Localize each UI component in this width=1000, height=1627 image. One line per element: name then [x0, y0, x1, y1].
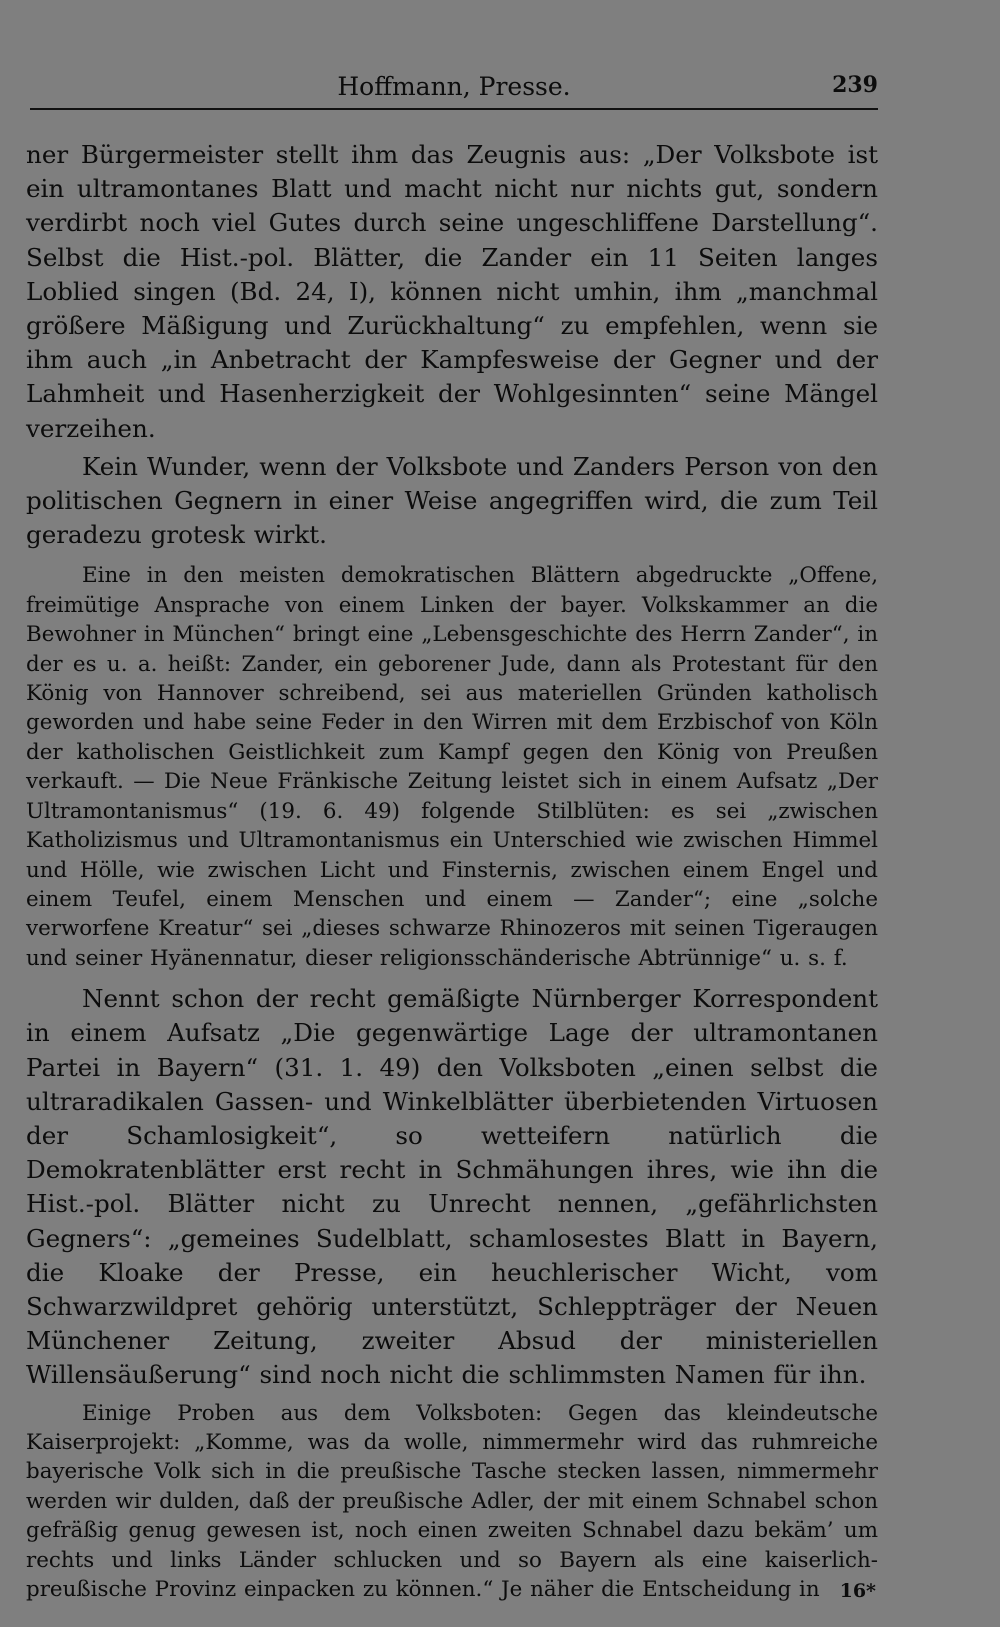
header-rule	[30, 108, 878, 110]
paragraph-3-small-print: Eine in den meisten demokratischen Blättern abgedruckte „Offene, freimütige Ansprache von einem Linken der bayer. Volkskammer an die Bewohner in München“ bringt eine „Lebensgeschichte des Herrn Zander“, in der es u. a. heißt: Zander, ein geborener Jude, dann als Protestant für den König von Hannover schreibend, sei aus materiellen Gründen katholisch geworden und habe seine Feder in den Wirren mit dem Erzbischof von Köln der katholischen Geistlichkeit zum Kampf gegen den König von Preußen verkauft. — Die Neue Fränkische Zeitung leistet sich in einem Aufsatz „Der Ultramontanismus“ (19. 6. 49) folgende Stilblüten: es sei „zwischen Katholizismus und Ultramontanismus ein Unterschied wie zwischen Himmel und Hölle, wie zwischen Licht und Finsternis, zwischen einem Engel und einem Teufel, einem Menschen und einem — Zander“; eine „solche verworfene Kreatur“ sei „dieses schwarze Rhinozeros mit seinen Tigeraugen und seiner Hyänennatur, dieser religionsschänderische Abtrünnige“ u. s. f.	[26, 563, 878, 971]
paragraph-2: Kein Wunder, wenn der Volksbote und Zanders Person von den politischen Gegnern in einer Weise angegriffen wird, die zum Teil geradezu grotesk wirkt.	[26, 451, 878, 550]
page-header	[30, 64, 878, 104]
signature-mark: 16*	[839, 1580, 876, 1602]
paragraph-5-small-print: Einige Proben aus dem Volksboten: Gegen das kleindeutsche Kaiserprojekt: „Komme, was da wolle, nimmermehr wird das ruhmreiche bayerische Volk sich in die preußische Tasche stecken lassen, nimmermehr werden wir dulden, daß der preußische Adler, der mit einem Schnabel schon gefräßig genug gewesen ist, noch einen zweiten Schnabel dazu bekäm’ um rechts und links Länder schlucken und so Bayern als eine kaiserlich-preußische Provinz einpacken zu können.“ Je näher die Entscheidung in	[26, 1400, 878, 1602]
paragraph-4: Nennt schon der recht gemäßigte Nürnberger Korrespondent in einem Aufsatz „Die gegenwärtige Lage der ultramontanen Partei in Bayern“ (31. 1. 49) den Volksboten „einen selbst die ultraradikalen Gassen- und Winkelblätter überbietenden Virtuosen der Schamlosigkeit“, so wetteifern natürlich die Demokratenblätter erst recht in Schmähungen ihres, wie ihn die Hist.-pol. Blätter nicht zu Unrecht nennen, „gefährlichsten Gegners“: „gemeines Sudelblatt, schamlosestes Blatt in Bayern, die Kloake der Presse, ein heuchlerischer Wicht, vom Schwarzwildpret gehörig unterstützt, Schleppträger der Neuen Münchener Zeitung, zweiter Absud der ministeriellen Willensäußerung“ sind noch nicht die schlimmsten Namen für ihn.	[26, 984, 878, 1390]
page-number: 239	[832, 72, 878, 98]
running-head: Hoffmann, Presse.	[337, 72, 571, 101]
paragraph-1: ner Bürgermeister stellt ihm das Zeugnis aus: „Der Volksbote ist ein ultramontanes Blatt und macht nicht nur nichts gut, sondern verdirbt noch viel Gutes durch seine ungeschliffene Darstellung“. Selbst die Hist.-pol. Blätter, die Zander ein 11 Seiten langes Loblied singen (Bd. 24, I), können nicht umhin, ihm „manchmal größere Mäßigung und Zurückhaltung“ zu empfehlen, wenn sie ihm auch „in Anbetracht der Kampfesweise der Gegner und der Lahmheit und Hasenherzigkeit der Wohlgesinnten“ seine Mängel verzeihen.	[26, 140, 878, 443]
body-text	[26, 138, 878, 1604]
